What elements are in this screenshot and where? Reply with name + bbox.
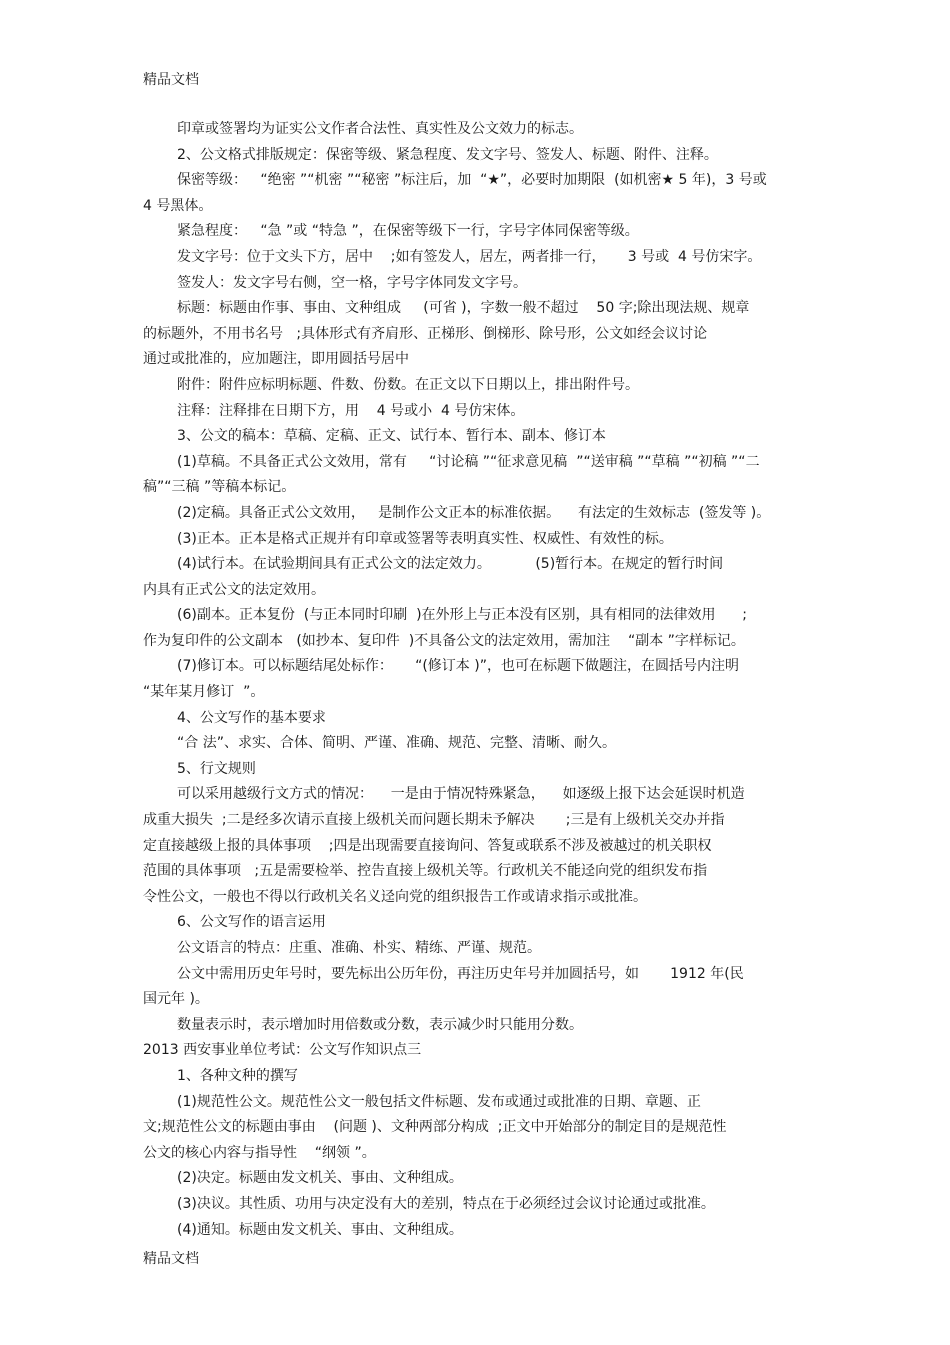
text-line: 文;规范性公文的标题由事由 (问题 )、文种两部分构成 ;正文中开始部分的制定目的是规范性 [143, 1119, 727, 1136]
text-line: 可以采用越级行文方式的情况： 一是由于情况特殊紧急， 如逐级上报下达会延误时机造 [177, 786, 745, 803]
text-line: 稿”“三稿 ”等稿本标记。 [143, 479, 296, 496]
text-line: 公文的核心内容与指导性 “纲领 ”。 [143, 1144, 376, 1161]
text-line: 签发人：发文字号右侧，空一格，字号字体同发文字号。 [177, 274, 527, 291]
text-line: (2)决定。标题由发文机关、事由、文种组成。 [177, 1170, 463, 1187]
text-line: 1、各种文种的撰写 [177, 1067, 298, 1084]
text-line: 作为复印件的公文副本 (如抄本、复印件 )不具备公文的法定效用，需加注 “副本 ”字样标记。 [143, 632, 745, 649]
text-line: 国元年 )。 [143, 991, 209, 1008]
text-line: 注释：注释排在日期下方，用 4 号或小 4 号仿宋体。 [177, 402, 525, 419]
text-line: (4)通知。标题由发文机关、事由、文种组成。 [177, 1221, 463, 1238]
text-line: 公文语言的特点：庄重、准确、朴实、精练、严谨、规范。 [177, 940, 541, 956]
text-line: (3)决议。其性质、功用与决定没有大的差别，特点在于必须经过会议讨论通过或批准。 [177, 1195, 715, 1212]
text-line: “某年某月修订 ”。 [143, 684, 265, 701]
text-line: “合 法”、求实、合体、简明、严谨、准确、规范、完整、清晰、耐久。 [177, 735, 616, 752]
text-line: 附件：附件应标明标题、件数、份数。在正文以下日期以上，排出附件号。 [177, 376, 639, 393]
text-line: (1)草稿。不具备正式公文效用，常有 “讨论稿 ”“征求意见稿 ”“送审稿 ”“草稿 ”“初稿 ”“二 [177, 453, 760, 470]
text-line: 成重大损失 ;二是经多次请示直接上级机关而问题长期未予解决 ;三是有上级机关交办并指 [143, 812, 725, 829]
text-line: 4、公文写作的基本要求 [177, 709, 326, 726]
text-line: 标题：标题由作事、事由、文种组成 (可省 )，字数一般不超过 50 字;除出现法规、规章 [177, 300, 750, 317]
text-line: 2013 西安事业单位考试：公文写作知识点三 [143, 1042, 422, 1059]
text-line: (2)定稿。具备正式公文效用， 是制作公文正本的标准依据。 有法定的生效标志 (签发等 )。 [177, 504, 771, 521]
text-line: 2、公文格式排版规定：保密等级、紧急程度、发文字号、签发人、标题、附件、注释。 [177, 146, 718, 163]
text-line: (4)试行本。在试验期间具有正式公文的法定效力。 (5)暂行本。在规定的暂行时间 [177, 556, 724, 573]
page-footer: 精品文档 [143, 1251, 199, 1267]
text-line: 公文中需用历史年号时，要先标出公历年份，再注历史年号并加圆括号，如 1912 年(民 [177, 965, 744, 982]
text-line: 数量表示时，表示增加时用倍数或分数，表示减少时只能用分数。 [177, 1016, 583, 1033]
text-line: 印章或签署均为证实公文作者合法性、真实性及公文效力的标志。 [177, 121, 583, 137]
page-header: 精品文档 [143, 72, 199, 88]
text-line: (1)规范性公文。规范性公文一般包括文件标题、发布或通过或批准的日期、章题、正 [177, 1093, 701, 1110]
text-line: 范围的具体事项 ;五是需要检举、控告直接上级机关等。行政机关不能迳向党的组织发布指 [143, 863, 708, 880]
text-line: (3)正本。正本是格式正规并有印章或签署等表明真实性、权威性、有效性的标。 [177, 530, 673, 547]
text-line: (7)修订本。可以标题结尾处标作： “(修订本 )”，也可在标题下做题注，在圆括号内注明 [177, 658, 739, 675]
text-line: 定直接越级上报的具体事项 ;四是出现需要直接询问、答复或联系不涉及被越过的机关职权 [143, 837, 712, 854]
text-line: 发文字号：位于文头下方，居中 ;如有签发人，居左，两者排一行， 3 号或 4 号仿宋字。 [177, 248, 762, 265]
text-line: 保密等级： “绝密 ”“机密 ”“秘密 ”标注后，加 “★”，必要时加期限 (如机密★ 5 年)，3 号或 [177, 172, 767, 189]
text-line: 内具有正式公文的法定效用。 [143, 581, 325, 598]
text-line: 3、公文的稿本：草稿、定稿、正文、试行本、暂行本、副本、修订本 [177, 428, 606, 445]
text-line: 6、公文写作的语言运用 [177, 914, 326, 931]
text-line: 的标题外，不用书名号 ;具体形式有齐肩形、正梯形、倒梯形、除号形，公文如经会议讨论 [143, 325, 708, 342]
text-line: 紧急程度： “急 ”或 “特急 ”，在保密等级下一行，字号字体同保密等级。 [177, 223, 639, 240]
document-body [143, 117, 811, 1243]
text-line: (6)副本。正本复份 (与正本同时印刷 )在外形上与正本没有区别，具有相同的法律效用 ; [177, 607, 747, 624]
text-line: 通过或批准的，应加题注，即用圆括号居中 [143, 351, 409, 368]
text-line: 5、行文规则 [177, 760, 256, 777]
text-line: 4 号黑体。 [143, 197, 213, 214]
text-line: 令性公文，一般也不得以行政机关名义迳向党的组织报告工作或请求指示或批准。 [143, 888, 647, 905]
